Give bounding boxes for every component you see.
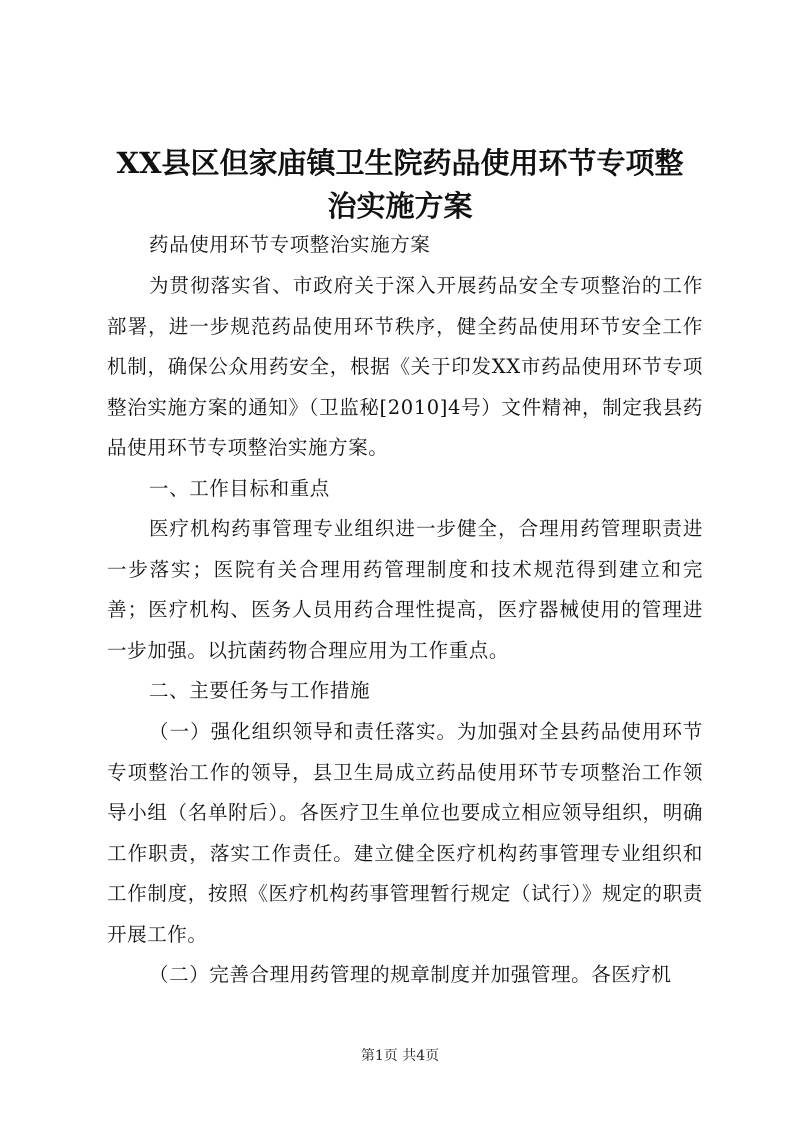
document-title-line-1: XX县区但家庙镇卫生院药品使用环节专项整 [116, 146, 684, 180]
page-number-footer: 第1页 共4页 [360, 1048, 440, 1064]
section-heading-goals: 一、工作目标和重点 [149, 477, 330, 500]
task-item-2-paragraph: （二）完善合理用药管理的规章制度并加强管理。各医疗机 [149, 963, 672, 986]
document-subtitle: 药品使用环节专项整治实施方案 [149, 233, 431, 256]
section-heading-tasks: 二、主要任务与工作措施 [149, 679, 371, 702]
task-item-1-paragraph: （一）强化组织领导和责任落实。为加强对全县药品使用环节专项整治工作的领导，县卫生局成立药品使用环节专项整治工作领导小组（名单附后）。各医疗卫生单位也要成立相应领导组织，明确工作职责，落实工作责任。建立健全医疗机构药事管理专业组织和工作制度，按照《医疗机构药事管理暂行规定（试行）》规定的职责开展工作。 [107, 720, 703, 946]
document-title-line-2: 治实施方案 [327, 189, 473, 223]
section-goals-paragraph: 医疗机构药事管理专业组织进一步健全，合理用药管理职责进一步落实；医院有关合理用药管理制度和技术规范得到建立和完善；医疗机构、医务人员用药合理性提高，医疗器械使用的管理进一步加强。以抗菌药物合理应用为工作重点。 [107, 517, 703, 662]
intro-paragraph: 为贯彻落实省、市政府关于深入开展药品安全专项整治的工作部署，进一步规范药品使用环节秩序，健全药品使用环节安全工作机制，确保公众用药安全，根据《关于印发XX市药品使用环节专项整治实施方案的通知》（卫监秘[2010]4号）文件精神，制定我县药品使用环节专项整治实施方案。 [107, 274, 703, 459]
